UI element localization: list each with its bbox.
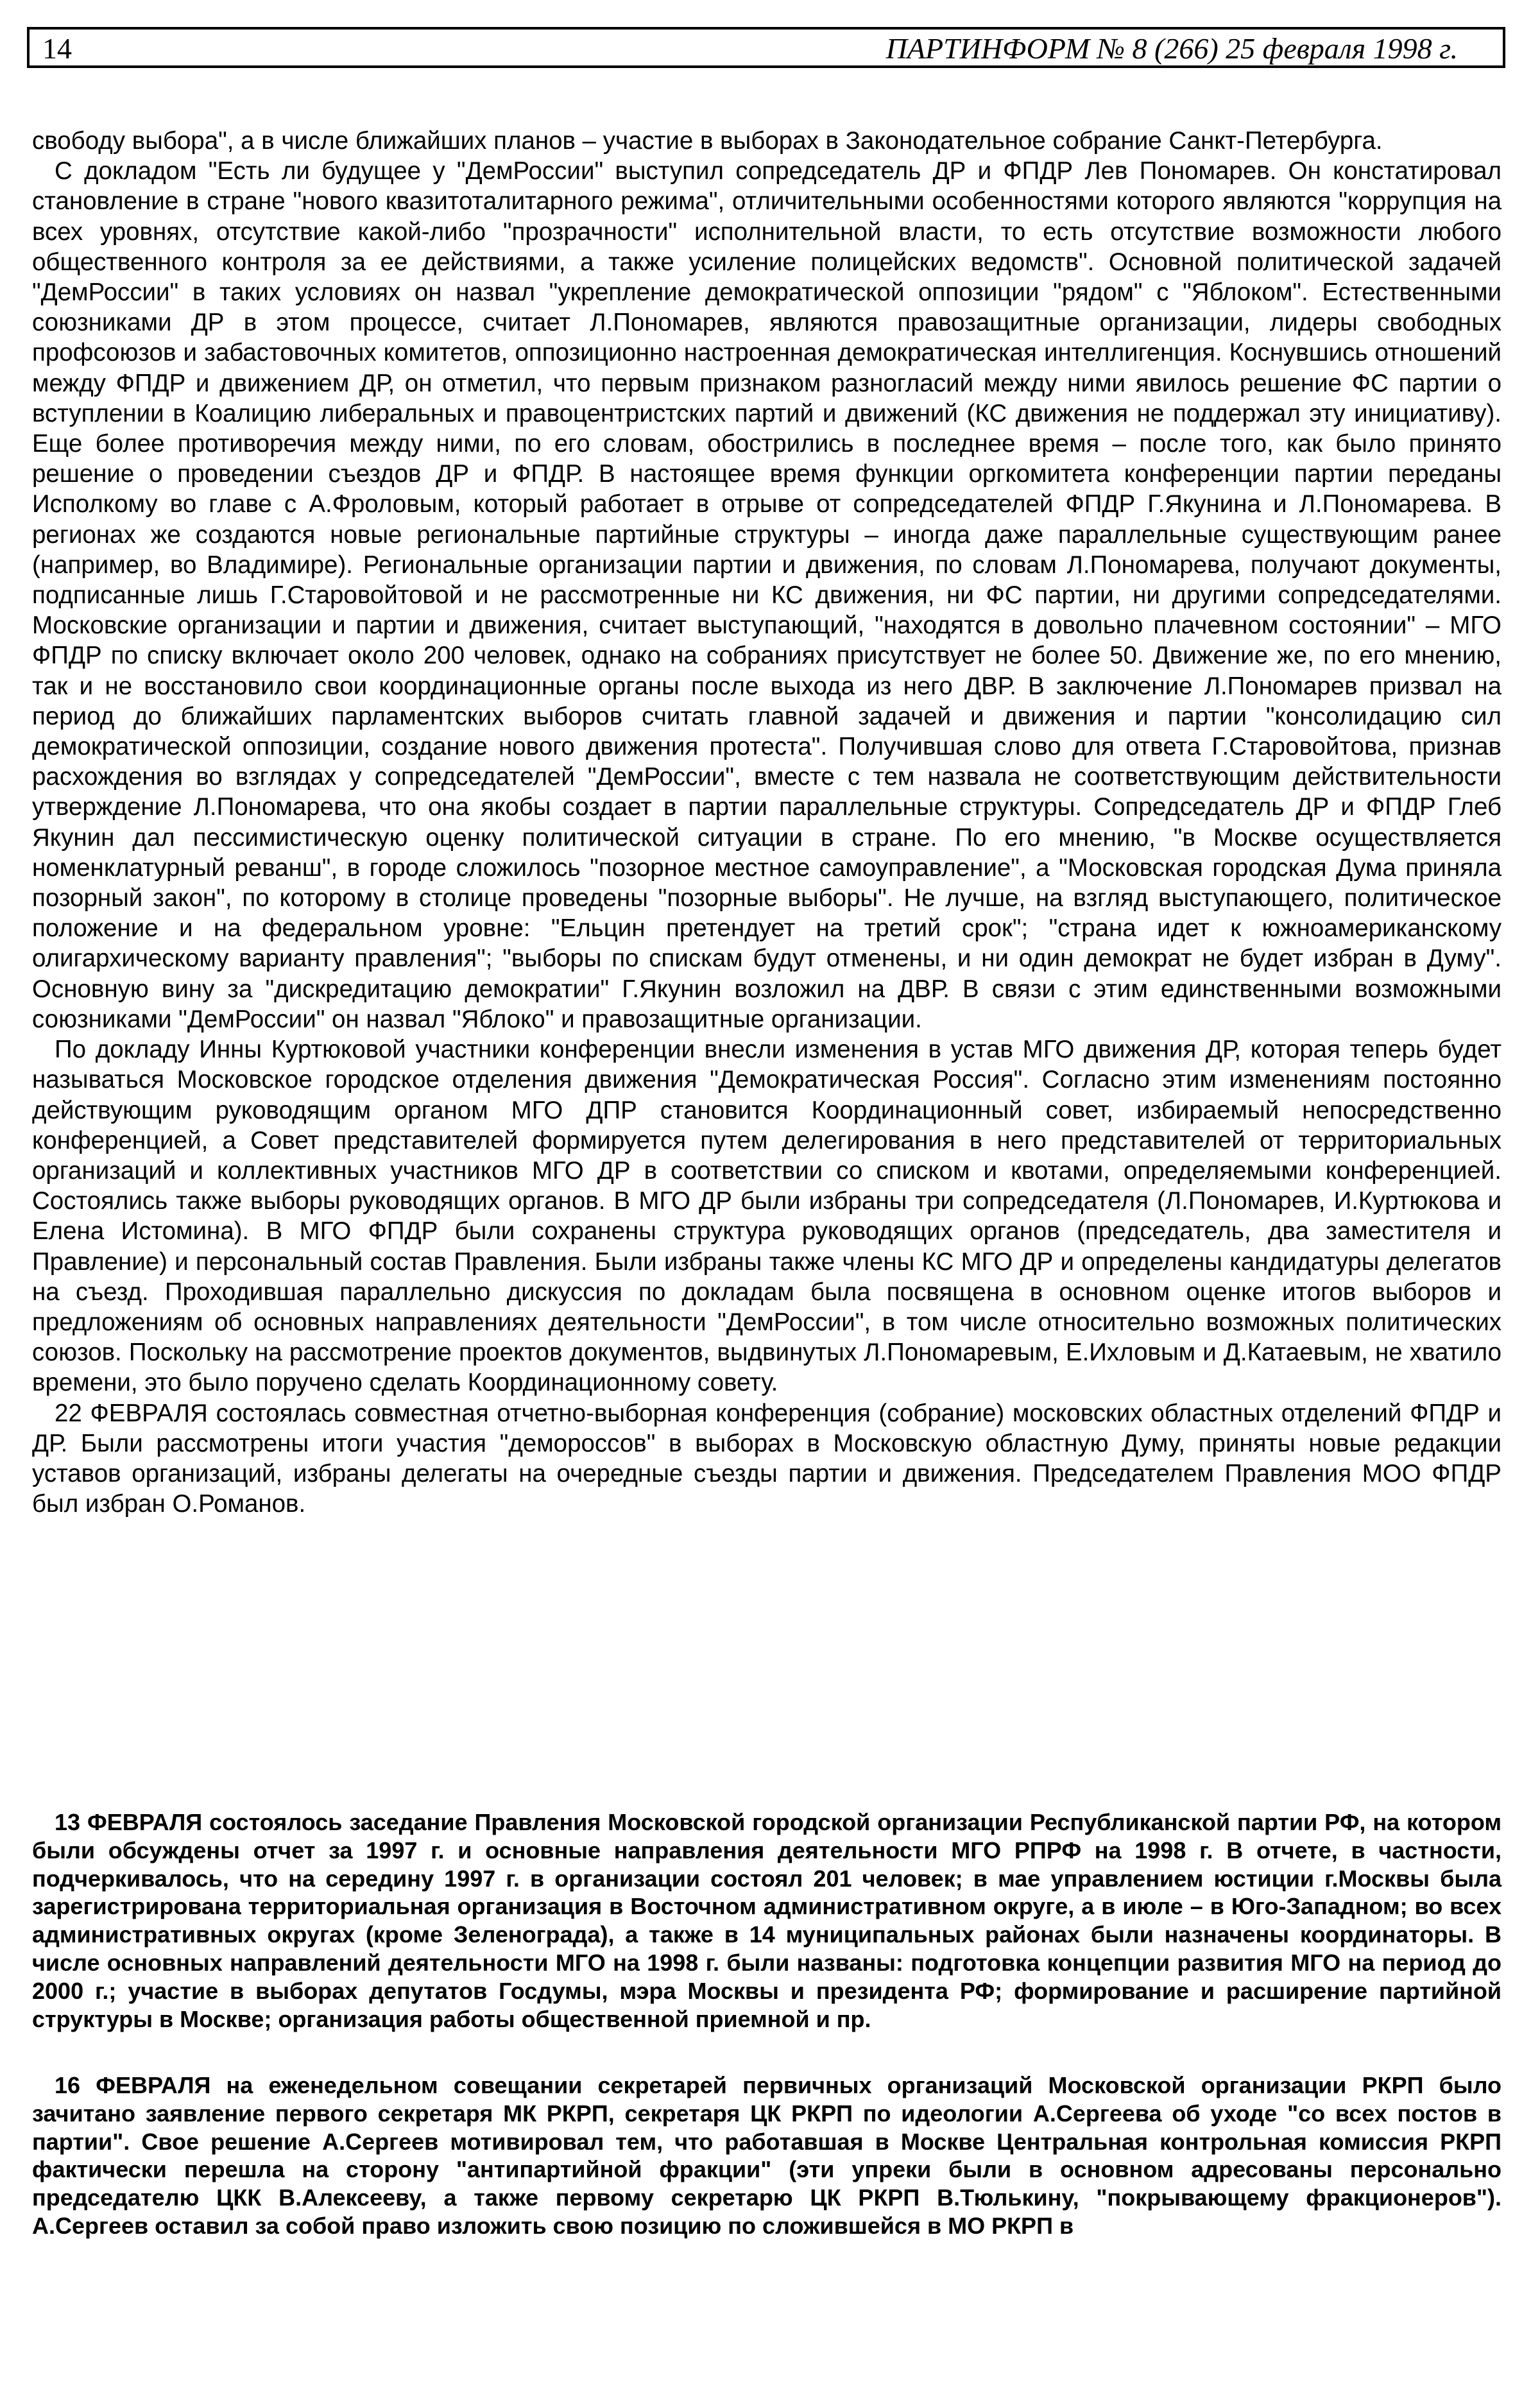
paragraph-kurtyukova-report: По докладу Инны Куртюковой участники конференции внесли изменения в устав МГО движения ДР, которая теперь будет называться Московское городское отделения движения "Демократическая Россия". Согласно этим изменениям постоянно действующим руководящим органом МГО ДПР становится Координационный совет, избираемый непосредственно конференцией, а Совет представителей формируется путем делегирования в него представителей от территориальных организаций и коллективных участников МГО ДР в соответствии со списком и квотами, определяемыми конференцией. Состоялись также выборы руководящих органов. В МГО ДР были избраны три сопредседателя (Л.Пономарев, И.Куртюкова и Елена Истомина). В МГО ФПДР были сохранены структура руководящих органов (председатель, два заместителя и Правление) и персональный состав Правления. Были избраны также члены КС МГО ДР и определены кандидатуры делегатов на съезд. Проходившая параллельно дискуссия по докладам была посвящена в основном оценке итогов выборов и предложениям об основных направлениях деятельности "ДемРоссии", в том числе относительно возможных политических союзов. Поскольку на рассмотрение проектов документов, выдвинутых Л.Пономаревым, Е.Ихловым и Д.Катаевым, не хватило времени, это было поручено сделать Координационному совету.	[32, 1036, 1502, 1397]
news-item-feb-16	[32, 2071, 1502, 2240]
publication-title: ПАРТИНФОРМ № 8 (266) 25 февраля 1998 г.	[886, 32, 1458, 65]
page-number: 14	[42, 32, 72, 65]
paragraph-feb-22: 22 ФЕВРАЛЯ состоялась совместная отчетно-выборная конференция (собрание) московских областных отделений ФПДР и ДР. Были рассмотрены итоги участия "демороссов" в выборах в Московскую областную Думу, приняты новые редакции уставов организаций, избраны делегаты на очередные съезды партии и движения. Председателем Правления МОО ФПДР был избран О.Романов.	[32, 1399, 1502, 1518]
news-date: 16 ФЕВРАЛЯ	[55, 2072, 211, 2098]
news-date: 13 ФЕВРАЛЯ	[55, 1809, 203, 1835]
news-text: на еженедельном совещании секретарей первичных организаций Московской организации РКРП было зачитано заявление первого секретаря МК РКРП, секретаря ЦК РКРП по идеологии А.Сергеева об уходе "со всех постов в партии". Свое решение А.Сергеев мотивировал тем, что работавшая в Москве Центральная контрольная комиссия РКРП фактически перешла на сторону "антипартийной фракции" (эти упреки были в основном адресованы персонально председателю ЦКК В.Алексееву, а также первому секретарю ЦК РКРП В.Тюлькину, "покрывающему фракционеров"). А.Сергеев оставил за собой право изложить свою позицию по сложившейся в МО РКРП в	[32, 2072, 1502, 2239]
news-item-feb-13	[32, 1808, 1502, 2033]
paragraph-continuation: свободу выбора", а в числе ближайших планов – участие в выборах в Законодательное собрание Санкт-Петербурга.	[32, 127, 1383, 155]
paragraph-ponomarev-report: С докладом "Есть ли будущее у "ДемРоссии" выступил сопредседатель ДР и ФПДР Лев Пономарев. Он констатировал становление в стране "нового квазитоталитарного режима", отличительными особенностями которого являются "коррупция на всех уровнях, отсутствие какой-либо "прозрачности" исполнительной власти, то есть отсутствие возможности любого общественного контроля за ее действиями, а также усиление полицейских ведомств". Основной политической задачей "ДемРоссии" в таких условиях он назвал "укрепление демократической оппозиции "рядом" с "Яблоком". Естественными союзниками ДР в этом процессе, считает Л.Пономарев, являются правозащитные организации, лидеры свободных профсоюзов и забастовочных комитетов, оппозиционно настроенная демократическая интеллигенция. Коснувшись отношений между ФПДР и движением ДР, он отметил, что первым признаком разногласий между ними явилось решение ФС партии о вступлении в Коалицию либеральных и правоцентристских партий и движений (КС движения не поддержал эту инициативу). Еще более противоречия между ними, по его словам, обострились в последнее время – после того, как было принято решение о проведении съездов ДР и ФПДР. В настоящее время функции оргкомитета конференции партии переданы Исполкому во главе с А.Фроловым, который работает в отрыве от сопредседателей ФПДР Г.Якунина и Л.Пономарева. В регионах же создаются новые региональные партийные структуры – иногда даже параллельные существующим ранее (например, во Владимире). Региональные организации партии и движения, по словам Л.Пономарева, получают документы, подписанные лишь Г.Старовойтовой и не рассмотренные ни КС движения, ни ФС партии, ни другими сопредседателями. Московские организации и партии и движения, считает выступающий, "находятся в довольно плачевном состоянии" – МГО ФПДР по списку включает около 200 человек, однако на собраниях присутствует не более 50. Движение же, по его мнению, так и не восстановило свои координационные органы после выхода из него ДВР. В заключение Л.Пономарев призвал на период до ближайших парламентских выборов считать главной задачей и движения и партии "консолидацию сил демократической оппозиции, создание нового движения протеста". Получившая слово для ответа Г.Старовойтова, признав расхождения во взглядах у сопредседателей "ДемРоссии", вместе с тем назвала не соответствующим действительности утверждение Л.Пономарева, что она якобы создает в партии параллельные структуры. Сопредседатель ДР и ФПДР Глеб Якунин дал пессимистическую оценку политической ситуации в стране. По его мнению, "в Москве осуществляется номенклатурный реванш", в городе сложилось "позорное местное самоуправление", а "Московская городская Дума приняла позорный закон", по которому в столице проведены "позорные выборы". Не лучше, на взгляд выступающего, политическое положение и на федеральном уровне: "Ельцин претендует на третий срок"; "страна идет к южноамериканскому олигархическому варианту правления"; "выборы по спискам будут отменены, и ни один демократ не будет избран в Думу". Основную вину за "дискредитацию демократии" Г.Якунин возложил на ДВР. В связи с этим единственными возможными союзниками "ДемРоссии" он назвал "Яблоко" и правозащитные организации.	[32, 157, 1502, 1033]
page-header	[27, 27, 1505, 68]
news-paragraph	[32, 2071, 1502, 2240]
news-paragraph	[32, 1808, 1502, 2033]
news-text: состоялось заседание Правления Московской городской организации Республиканской партии РФ, на котором были обсуждены отчет за 1997 г. и основные направления деятельности МГО РПРФ на 1998 г. В отчете, в частности, подчеркивалось, что на середину 1997 г. в организации состоял 201 человек; в мае управлением юстиции г.Москвы была зарегистрирована территориальная организация в Восточном административном округе, а в июле – в Юго-Западном; во всех административных округах (кроме Зеленограда), а также в 14 муниципальных районах были назначены координаторы. В числе основных направлений деятельности МГО на 1998 г. были названы: подготовка концепции развития МГО на период до 2000 г.; участие в выборах депутатов Госдумы, мэра Москвы и президента РФ; формирование и расширение партийной структуры в Москве; организация работы общественной приемной и пр.	[32, 1809, 1502, 2032]
article-body	[32, 126, 1502, 1519]
